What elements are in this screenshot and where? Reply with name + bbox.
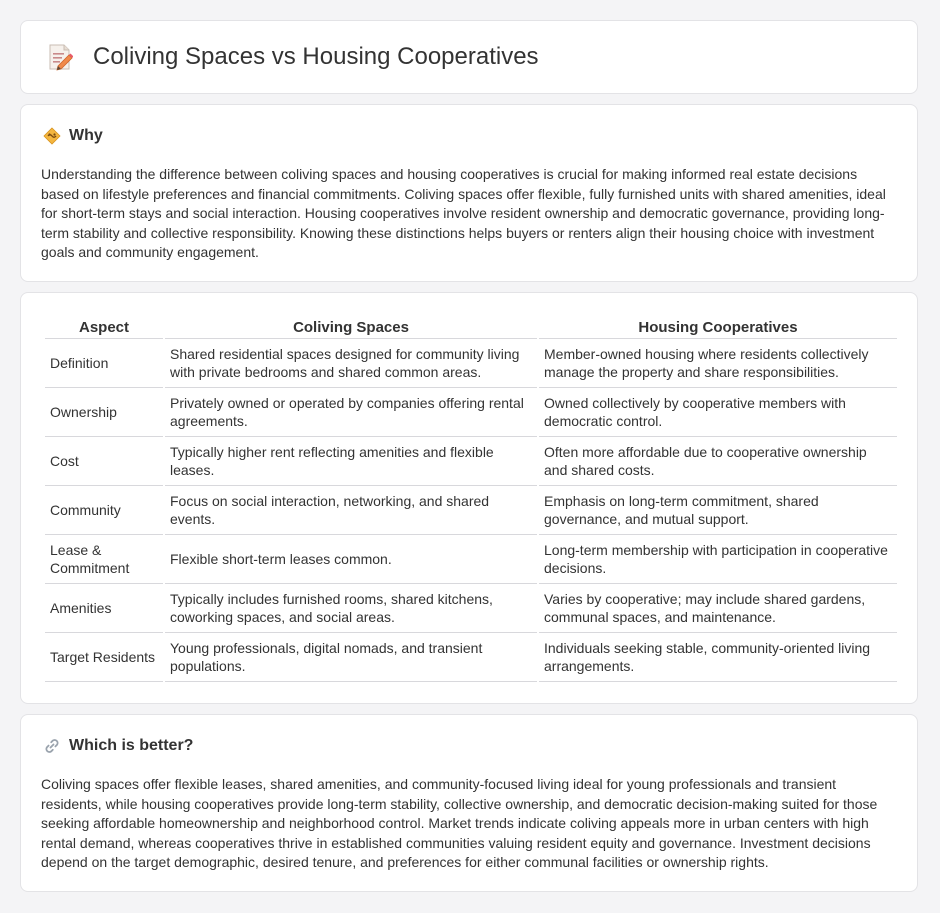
row-coliving: Typically includes furnished rooms, shared kitchens, coworking spaces, and social areas. (165, 584, 537, 633)
table-row (45, 388, 897, 437)
header-aspect: Aspect (45, 315, 163, 339)
table-header-row (45, 315, 897, 339)
better-heading-row (43, 737, 193, 755)
comparison-card (20, 292, 918, 704)
row-aspect: Ownership (45, 388, 163, 437)
row-cooperative: Varies by cooperative; may include shared gardens, communal spaces, and maintenance. (539, 584, 897, 633)
row-aspect: Definition (45, 339, 163, 388)
row-cooperative: Member-owned housing where residents collectively manage the property and share responsibilities. (539, 339, 897, 388)
title-card (20, 20, 918, 94)
why-heading-row (43, 127, 103, 145)
row-aspect: Lease & Commitment (45, 535, 163, 584)
row-cooperative: Emphasis on long-term commitment, shared governance, and mutual support. (539, 486, 897, 535)
memo-pencil-icon (47, 43, 73, 71)
link-icon (43, 737, 61, 755)
row-cooperative: Individuals seeking stable, community-oriented living arrangements. (539, 633, 897, 682)
row-coliving: Flexible short-term leases common. (165, 535, 537, 584)
header-cooperatives: Housing Cooperatives (539, 315, 897, 339)
row-coliving: Focus on social interaction, networking, and shared events. (165, 486, 537, 535)
row-aspect: Cost (45, 437, 163, 486)
table-row (45, 535, 897, 584)
better-text: Coliving spaces offer flexible leases, shared amenities, and community-focused living ideal for young professionals and transient residents, while housing cooperatives provide long-term stability, collective ownership, and democratic decision-making suited for those seeking affordable homeownership and neighborhood control. Market trends indicate coliving appeals more in urban centers with high rental demand, whereas cooperatives thrive in established communities valuing resident equity and governance. Investment decisions depend on the target demographic, desired tenure, and preferences for either communal facilities or ownership rights. (41, 776, 878, 870)
row-aspect: Amenities (45, 584, 163, 633)
row-cooperative: Long-term membership with participation in cooperative decisions. (539, 535, 897, 584)
table-row (45, 486, 897, 535)
page-title: Coliving Spaces vs Housing Cooperatives (93, 43, 539, 70)
better-heading: Which is better? (69, 737, 194, 754)
header-coliving: Coliving Spaces (165, 315, 537, 339)
why-heading: Why (69, 127, 103, 144)
handshake-icon (43, 127, 61, 145)
row-cooperative: Often more affordable due to cooperative ownership and shared costs. (539, 437, 897, 486)
why-text: Understanding the difference between coliving spaces and housing cooperatives is crucial for making informed real estate decisions based on lifestyle preferences and financial commitments. Coliving spaces offer flexible, fully furnished units with shared amenities, ideal for short-term stays and social interaction. Housing cooperatives involve resident ownership and democratic governance, providing long-term stability and collective responsibility. Knowing these distinctions helps buyers or renters align their housing choice with investment goals and community engagement. (41, 166, 886, 260)
table-row (45, 633, 897, 682)
row-aspect: Community (45, 486, 163, 535)
table-row (45, 339, 897, 388)
row-coliving: Shared residential spaces designed for community living with private bedrooms and shared common areas. (165, 339, 537, 388)
table-row (45, 584, 897, 633)
table-row (45, 437, 897, 486)
row-cooperative: Owned collectively by cooperative members with democratic control. (539, 388, 897, 437)
row-aspect: Target Residents (45, 633, 163, 682)
comparison-table (43, 315, 899, 682)
row-coliving: Privately owned or operated by companies offering rental agreements. (165, 388, 537, 437)
row-coliving: Typically higher rent reflecting amenities and flexible leases. (165, 437, 537, 486)
better-card (20, 714, 918, 892)
title-row (47, 43, 539, 71)
row-coliving: Young professionals, digital nomads, and transient populations. (165, 633, 537, 682)
why-card (20, 104, 918, 282)
